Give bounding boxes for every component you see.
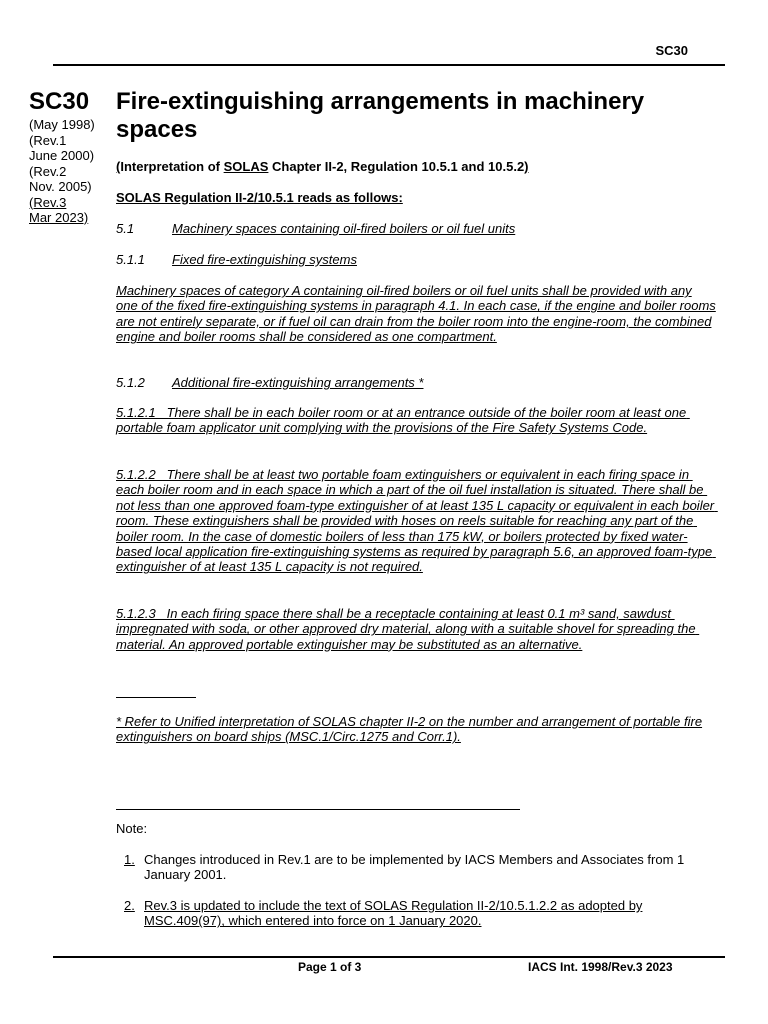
section-text: Additional fire-extinguishing arrangements * <box>172 375 424 390</box>
footer-reference: IACS Int. 1998/Rev.3 2023 <box>528 960 673 974</box>
footnote: * Refer to Unified interpretation of SOLAS chapter II-2 on the number and arrangement of portable fire extinguishers on board ships (MSC.1/Circ.1275 and Corr.1). <box>116 714 703 745</box>
reads-as-heading: SOLAS Regulation II-2/10.5.1 reads as follows: <box>116 190 403 205</box>
page-title: Fire-extinguishing arrangements in machinery spaces <box>116 88 645 143</box>
history-line: Nov. 2005) <box>29 179 92 194</box>
history-line: (Rev.2 <box>29 163 67 179</box>
section-number: 5.1 <box>116 221 135 236</box>
note-number: 2. <box>124 898 135 913</box>
history-line: (May 1998) <box>29 117 95 132</box>
history-line: (Rev.1 <box>29 132 67 148</box>
section-5-1-2-1: 5.1.2.1 There shall be in each boiler room or at an entrance outside of the boiler room at least one portable foam applicator unit complying with the provisions of the Fire Safety Systems Code. <box>116 405 690 436</box>
header-rule <box>53 64 725 66</box>
side-code: SC30 <box>29 88 90 115</box>
section-text: Machinery spaces containing oil-fired boilers or oil fuel units <box>172 221 516 236</box>
revision-history <box>29 117 109 226</box>
section-5-1-2-3: 5.1.2.3 In each firing space there shall be a receptacle containing at least 0.1 m³ sand, sawdust impregnated with soda, or other approved dry material, along with a suitable shovel for spreading the material. An approved portable extinguisher may be substituted as an alternative. <box>116 606 700 652</box>
section-5-1 <box>116 221 716 236</box>
note-text: Changes introduced in Rev.1 are to be implemented by IACS Members and Associates from 1 January 2001. <box>144 852 685 883</box>
section-5-1-1 <box>116 252 716 267</box>
section-text: Fixed fire-extinguishing systems <box>172 252 357 267</box>
history-line: Mar 2023) <box>29 210 89 225</box>
interpretation-line <box>116 159 716 174</box>
interpretation-prefix: Interpretation of <box>120 159 224 174</box>
note-item <box>124 852 714 883</box>
interpretation-solas: SOLAS <box>223 159 269 174</box>
note-rule <box>116 809 520 810</box>
history-line: June 2000) <box>29 148 95 163</box>
interpretation-close: ) <box>524 159 529 174</box>
section-5-1-2 <box>116 375 716 390</box>
section-5-1-2-2: 5.1.2.2 There shall be at least two portable foam extinguishers or equivalent in each firing space in each boiler room and in each space in which a part of the oil fuel installation is situated. There shall be not less than one approved foam-type extinguisher of at least 135 L capacity or equivalent in each boiler room. These extinguishers shall be provided with hoses on reels suitable for reaching any part of the boiler room. In the case of domestic boilers of less than 175 kW, or boilers protected by fixed water-based local application fire-extinguishing systems as required by paragraph 5.6, an approved foam-type extinguisher of at least 135 L capacity is not required. <box>116 467 718 575</box>
note-text: Rev.3 is updated to include the text of SOLAS Regulation II-2/10.5.1.2.2 as adopted by MSC.409(97), which entered into force on 1 January 2020. <box>144 898 643 929</box>
section-number: 5.1.1 <box>116 252 145 267</box>
note-item <box>124 898 714 929</box>
interpretation-open: ( <box>116 159 121 174</box>
note-label: Note: <box>116 821 148 836</box>
history-line: (Rev.3 <box>29 194 67 210</box>
footnote-rule <box>116 697 196 698</box>
section-number: 5.1.2 <box>116 375 145 390</box>
footer-page-number: Page 1 of 3 <box>298 960 362 974</box>
note-number: 1. <box>124 852 135 867</box>
interpretation-rest: Chapter II-2, Regulation 10.5.1 and 10.5.2 <box>268 159 525 174</box>
footer-rule <box>53 956 725 958</box>
header-code: SC30 <box>655 43 688 58</box>
section-5-1-1-body: Machinery spaces of category A containing oil-fired boilers or oil fuel units shall be provided with any one of the fixed fire-extinguishing systems in paragraph 4.1. In each case, if the engine and boiler rooms are not entirely separate, or if fuel oil can drain from the boiler room into the engine-room, the combined engine and boiler rooms shall be considered as one compartment. <box>116 283 716 345</box>
